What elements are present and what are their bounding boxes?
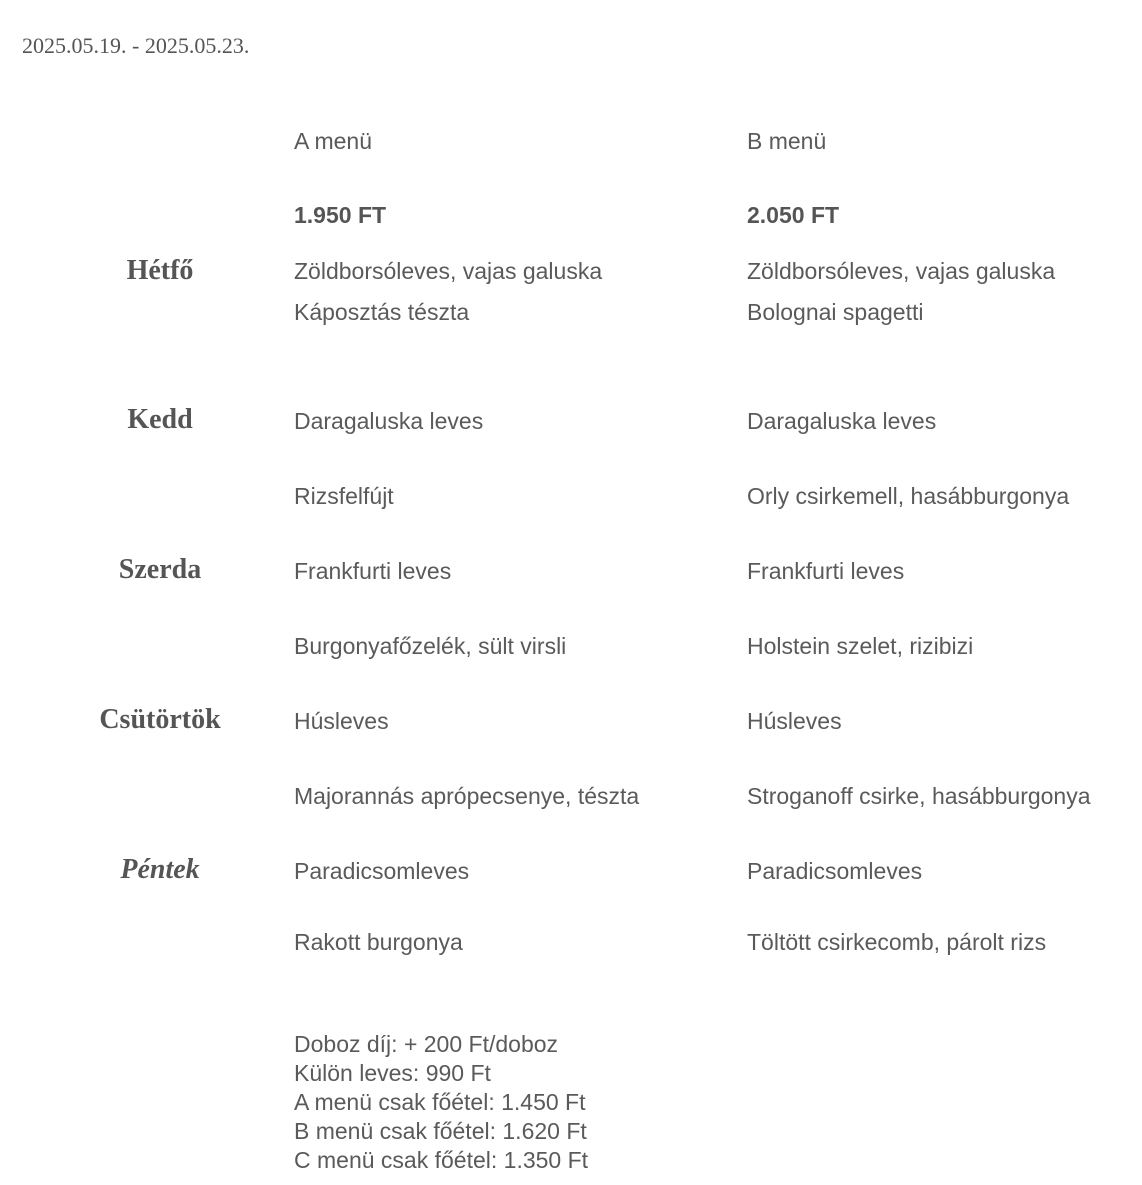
note-b-main-only: B menü csak főétel: 1.620 Ft	[294, 1118, 587, 1144]
friday-b-main: Töltött csirkecomb, párolt rizs	[747, 929, 1047, 955]
day-label-thursday: Csütörtök	[99, 704, 221, 735]
tuesday-b-main: Orly csirkemell, hasábburgonya	[747, 483, 1070, 509]
wednesday-b-main: Holstein szelet, rizibizi	[747, 633, 974, 659]
b-menu-title: B menü	[747, 128, 827, 154]
day-label-wednesday: Szerda	[118, 554, 202, 585]
note-soup-only: Külön leves: 990 Ft	[294, 1060, 491, 1086]
tuesday-a-soup: Daragaluska leves	[294, 408, 484, 434]
a-menu-price: 1.950 FT	[294, 202, 387, 228]
thursday-a-main: Majorannás aprópecsenye, tészta	[294, 783, 640, 809]
note-a-main-only: A menü csak főétel: 1.450 Ft	[294, 1089, 586, 1115]
b-menu-price: 2.050 FT	[747, 202, 840, 228]
price-notes	[294, 1030, 588, 1175]
monday-b-main: Bolognai spagetti	[747, 299, 924, 325]
day-label-monday: Hétfő	[126, 255, 194, 286]
thursday-b-main: Stroganoff csirke, hasábburgonya	[747, 783, 1091, 809]
note-c-main-only: C menü csak főétel: 1.350 Ft	[294, 1147, 589, 1173]
friday-b-soup: Paradicsomleves	[747, 858, 923, 884]
wednesday-b-soup: Frankfurti leves	[747, 558, 905, 584]
tuesday-b-soup: Daragaluska leves	[747, 408, 937, 434]
note-box-fee: Doboz díj: + 200 Ft/doboz	[294, 1031, 559, 1057]
friday-a-soup: Paradicsomleves	[294, 858, 470, 884]
tuesday-a-main: Rizsfelfújt	[294, 483, 394, 509]
monday-b-soup: Zöldborsóleves, vajas galuska	[747, 258, 1056, 284]
date-range: 2025.05.19. - 2025.05.23.	[22, 33, 250, 58]
friday-a-main: Rakott burgonya	[294, 929, 463, 955]
a-menu-title: A menü	[294, 128, 372, 154]
wednesday-a-soup: Frankfurti leves	[294, 558, 452, 584]
day-label-tuesday: Kedd	[127, 404, 193, 435]
wednesday-a-main: Burgonyafőzelék, sült virsli	[294, 633, 567, 659]
monday-a-soup: Zöldborsóleves, vajas galuska	[294, 258, 603, 284]
thursday-b-soup: Húsleves	[747, 708, 842, 734]
day-label-friday: Péntek	[120, 854, 200, 885]
thursday-a-soup: Húsleves	[294, 708, 389, 734]
monday-a-main: Káposztás tészta	[294, 299, 470, 325]
